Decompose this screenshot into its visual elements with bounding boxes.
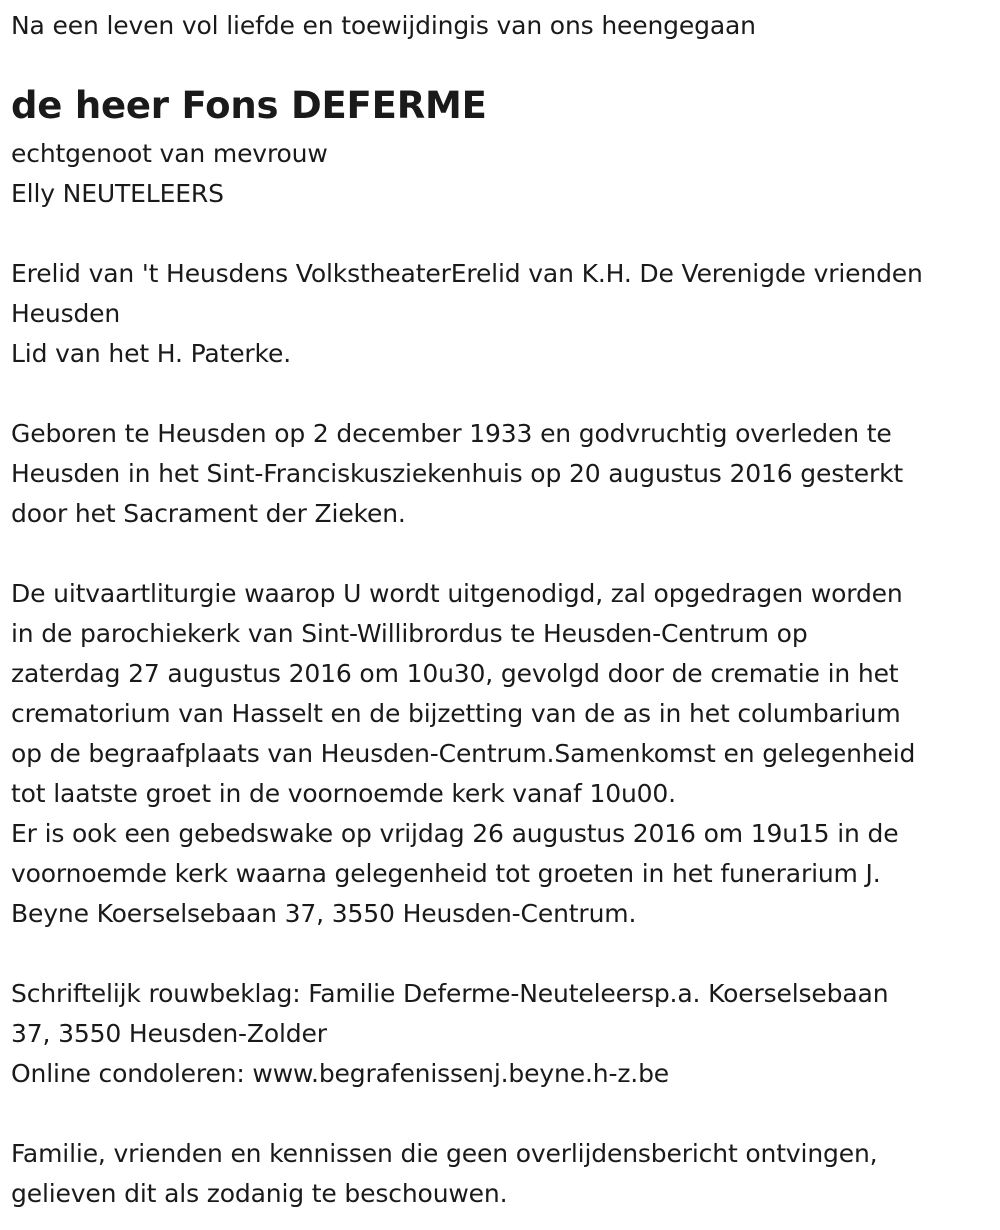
funeral-line: De uitvaartliturgie waarop U wordt uitgenodigd, zal opgedragen worden	[11, 579, 903, 608]
honors-line: Erelid van 't Heusdens VolkstheaterErelid van K.H. De Verenigde vrienden	[11, 259, 923, 288]
honors-line: Heusden	[11, 299, 121, 328]
condolences-line: Schriftelijk rouwbeklag: Familie Deferme-Neuteleersp.a. Koerselsebaan	[11, 979, 889, 1008]
funeral-line: Er is ook een gebedswake op vrijdag 26 augustus 2016 om 19u15 in de	[11, 819, 899, 848]
honors-line: Lid van het H. Paterke.	[11, 339, 292, 368]
spouse-line: echtgenoot van mevrouw	[11, 139, 328, 168]
birth-death-line: door het Sacrament der Zieken.	[11, 499, 406, 528]
closing-line: Familie, vrienden en kennissen die geen overlijdensbericht ontvingen,	[11, 1139, 878, 1168]
funeral-line: tot laatste groet in de voornoemde kerk vanaf 10u00.	[11, 779, 676, 808]
funeral-line: Beyne Koerselsebaan 37, 3550 Heusden-Centrum.	[11, 899, 637, 928]
online-condolences-line: Online condoleren: www.begrafenissenj.beyne.h-z.be	[11, 1059, 670, 1088]
intro-text: Na een leven vol liefde en toewijdingis van ons heengegaan	[11, 11, 756, 40]
closing-line: gelieven dit als zodanig te beschouwen.	[11, 1179, 508, 1208]
birth-death-line: Geboren te Heusden op 2 december 1933 en godvruchtig overleden te	[11, 419, 892, 448]
spouse-name: Elly NEUTELEERS	[11, 179, 224, 208]
condolences-line: 37, 3550 Heusden-Zolder	[11, 1019, 327, 1048]
funeral-line: crematorium van Hasselt en de bijzetting van de as in het columbarium	[11, 699, 901, 728]
funeral-line: zaterdag 27 augustus 2016 om 10u30, gevolgd door de crematie in het	[11, 659, 899, 688]
deceased-name: de heer Fons DEFERME	[11, 84, 487, 127]
funeral-line: voornoemde kerk waarna gelegenheid tot groeten in het funerarium J.	[11, 859, 881, 888]
funeral-line: in de parochiekerk van Sint-Willibrordus te Heusden-Centrum op	[11, 619, 808, 648]
birth-death-line: Heusden in het Sint-Franciskusziekenhuis op 20 augustus 2016 gesterkt	[11, 459, 904, 488]
funeral-line: op de begraafplaats van Heusden-Centrum.Samenkomst en gelegenheid	[11, 739, 916, 768]
